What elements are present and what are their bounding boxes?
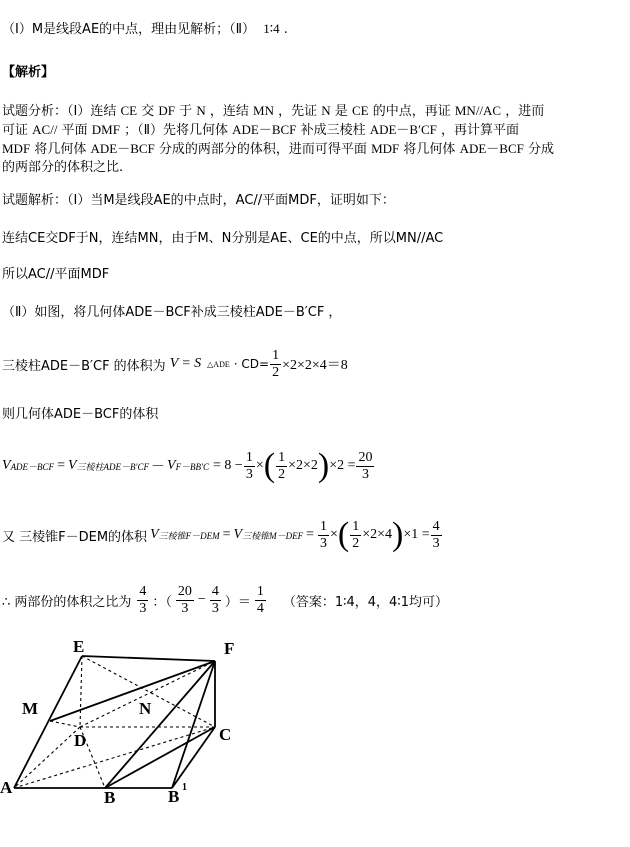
fraction-four-thirds <box>137 584 148 617</box>
analysis-text: ，再计算平面 <box>441 123 520 138</box>
edge-ea <box>14 656 82 788</box>
equals: = <box>57 458 65 473</box>
edge-da <box>14 727 80 788</box>
var-v: V <box>169 356 179 371</box>
times-one: ×1 = <box>403 527 430 542</box>
analysis-text: 试题分析：（Ⅰ）连结 <box>2 104 117 119</box>
fraction-den: 3 <box>181 600 189 616</box>
prism-figure <box>0 628 260 843</box>
fraction-den: 2 <box>272 364 280 380</box>
label-b1-sup: 1 <box>182 782 187 793</box>
label-c: C <box>219 725 232 744</box>
fraction-num: 1 <box>278 449 286 465</box>
fraction-den: 4 <box>256 600 264 616</box>
answer-note: （答案：1∶4，4，4∶1均可） <box>282 594 448 610</box>
ratio-colon: ：（ <box>152 594 172 610</box>
math-ade-bcf: ADE－BCF <box>90 141 155 156</box>
fraction-twenty-thirds <box>356 450 374 483</box>
analysis-text: 的中点，再证 <box>372 104 451 119</box>
fraction-twenty-thirds <box>176 584 194 617</box>
var-v: V <box>167 458 176 473</box>
fraction-num: 1 <box>245 449 253 465</box>
fraction-num: 4 <box>211 583 219 599</box>
fraction-four-thirds <box>210 584 221 617</box>
subscript: 三棱锥F－DEM <box>158 530 220 541</box>
solution-line-6: 则几何体ADE－BCF的体积 <box>2 407 159 422</box>
equals: = <box>182 356 191 371</box>
analysis-text: 将几何体 <box>403 142 456 157</box>
left-paren: ( <box>337 516 350 553</box>
analysis-text: 补成三棱柱 <box>300 123 366 138</box>
ratio-close: ）＝ <box>224 594 251 610</box>
label-a: A <box>0 778 13 797</box>
label-e: E <box>73 637 85 656</box>
var-v: V <box>233 527 243 542</box>
answer-part1: （Ⅰ）M是线段AE的中点，理由见解析；（Ⅱ） <box>2 22 256 37</box>
inner-product: ×2×4 <box>362 527 393 542</box>
fraction-four-thirds <box>431 519 442 552</box>
fraction-num: 4 <box>432 518 440 534</box>
volume-formula-1 <box>2 444 375 488</box>
solution-line-2: 连结CE交DF于N，连结MN，由于M、N分别是AE、CE的中点，所以MN//AC <box>2 231 444 246</box>
math-n: N <box>196 103 206 118</box>
equals-eight-minus: = 8 − <box>213 458 243 473</box>
fraction-num: 4 <box>139 583 147 599</box>
math-mn: MN <box>253 103 274 118</box>
analysis-line-1 <box>2 102 544 121</box>
right-paren: ) <box>392 516 404 553</box>
edge-ed <box>80 656 82 727</box>
analysis-text: 于 <box>179 104 193 119</box>
prism-volume-label: 三棱柱ADE－B′CF 的体积为 <box>2 358 166 374</box>
analysis-text: 分成的两部分的体积，进而可得平面 <box>158 142 367 157</box>
fraction-den: 3 <box>432 535 440 551</box>
var-v: V <box>150 527 159 542</box>
math-prism: ADE－B′CF <box>369 122 437 137</box>
prism-volume-rest: ×2×2×4＝8 <box>282 358 348 373</box>
edge-md <box>50 721 80 727</box>
analysis-line-2 <box>2 121 519 140</box>
left-paren: ( <box>263 447 276 484</box>
volume-formula-2 <box>2 513 443 557</box>
fraction-num: 1 <box>272 347 280 363</box>
math-ac: AC// <box>32 122 58 137</box>
math-dmf: DMF <box>91 122 120 137</box>
hidden-edges <box>14 656 215 788</box>
analysis-text: 分成 <box>528 142 555 157</box>
analysis-text: 平面 <box>61 123 88 138</box>
section-title: 【解析】 <box>2 65 55 80</box>
math-ade-bcf: ADE－BCF <box>232 122 297 137</box>
fraction-den: 3 <box>245 466 253 482</box>
fraction-num: 1 <box>352 518 360 534</box>
ratio-line <box>2 578 448 622</box>
label-b1: B <box>168 787 180 806</box>
math-ade-bcf: ADE－BCF <box>459 141 524 156</box>
math-ce: CE <box>120 103 138 118</box>
equals: = <box>222 527 231 542</box>
analysis-text: 可证 <box>2 123 29 138</box>
times: × <box>255 458 264 473</box>
subscript: 三棱锥M－DEF <box>242 530 304 541</box>
fraction-den: 3 <box>211 600 219 616</box>
right-paren: ) <box>317 447 330 484</box>
math-ce: CE <box>351 103 369 118</box>
analysis-text: ；（Ⅱ）先将几何体 <box>124 123 228 138</box>
fraction-half <box>270 348 281 381</box>
fraction-quarter <box>255 584 266 617</box>
math-mdf: MDF <box>2 141 31 156</box>
fraction-den: 3 <box>139 600 147 616</box>
subscript: ADE－BCF <box>10 461 55 472</box>
label-d: D <box>74 731 87 750</box>
fraction-den: 2 <box>278 466 286 482</box>
fraction-den: 3 <box>320 535 327 551</box>
analysis-text: ，连结 <box>209 104 249 119</box>
math-df: DF <box>158 103 176 118</box>
label-n: N <box>139 699 152 718</box>
triangle-ade-subscript: △ADE <box>207 359 230 369</box>
analysis-line-4: 的两部分的体积之比. <box>2 160 124 175</box>
inner-product: ×2×2 <box>288 458 318 473</box>
answer-line <box>2 20 288 39</box>
fraction-num: 20 <box>177 583 192 599</box>
solution-line-3: 所以AC//平面MDF <box>2 267 110 282</box>
fraction-num: 1 <box>320 518 327 534</box>
fraction-den: 3 <box>361 466 369 482</box>
prism-volume-line <box>2 344 348 384</box>
fraction-num: 20 <box>358 449 373 465</box>
times-two: ×2 = <box>329 458 356 473</box>
edge-b1c <box>172 727 215 788</box>
answer-end: . <box>283 22 288 37</box>
solution-line-1: 试题解析：（Ⅰ）当M是线段AE的中点时，AC//平面MDF，证明如下： <box>2 193 395 208</box>
solution-line-4: （Ⅱ）如图，将几何体ADE－BCF补成三棱柱ADE－B′CF ， <box>2 305 342 320</box>
answer-ratio: 1∶4 <box>263 21 280 36</box>
var-s: S <box>194 356 202 371</box>
var-v: V <box>67 458 77 473</box>
analysis-text: 交 <box>141 104 155 119</box>
analysis-line-3 <box>2 140 554 159</box>
ratio-label: ∴ 两部份的体积之比为 <box>2 594 132 610</box>
math-mn-ac: MN//AC <box>454 103 502 118</box>
fraction-third <box>244 450 255 483</box>
subscript: F－BB′C <box>175 461 210 472</box>
edge-ef <box>82 656 215 661</box>
fraction-half <box>276 450 287 483</box>
equals: = <box>306 527 314 542</box>
analysis-text: 将几何体 <box>34 142 87 157</box>
edge-fb1 <box>172 661 215 788</box>
label-m: M <box>22 699 39 718</box>
edge-bc <box>105 727 215 788</box>
fraction-half <box>350 519 361 552</box>
times: × <box>330 527 338 542</box>
analysis-text: 是 <box>334 104 348 119</box>
label-f: F <box>224 639 235 658</box>
fraction-num: 1 <box>256 583 264 599</box>
cd-term: · CD= <box>233 357 270 371</box>
minus: − <box>197 592 206 607</box>
label-b: B <box>104 788 116 807</box>
analysis-text: ，进而 <box>505 104 545 119</box>
edge-ac <box>14 727 215 788</box>
fraction-den: 2 <box>352 535 360 551</box>
pyramid-label: 又 三棱锥F－DEM的体积 <box>2 529 148 545</box>
subscript: 三棱柱ADE－B′CF <box>76 461 149 472</box>
analysis-text: ，先证 <box>278 104 318 119</box>
var-v: V <box>2 458 11 473</box>
math-mdf: MDF <box>371 141 400 156</box>
fraction-third <box>318 519 329 552</box>
math-n: N <box>321 103 331 118</box>
minus: － <box>151 460 165 475</box>
